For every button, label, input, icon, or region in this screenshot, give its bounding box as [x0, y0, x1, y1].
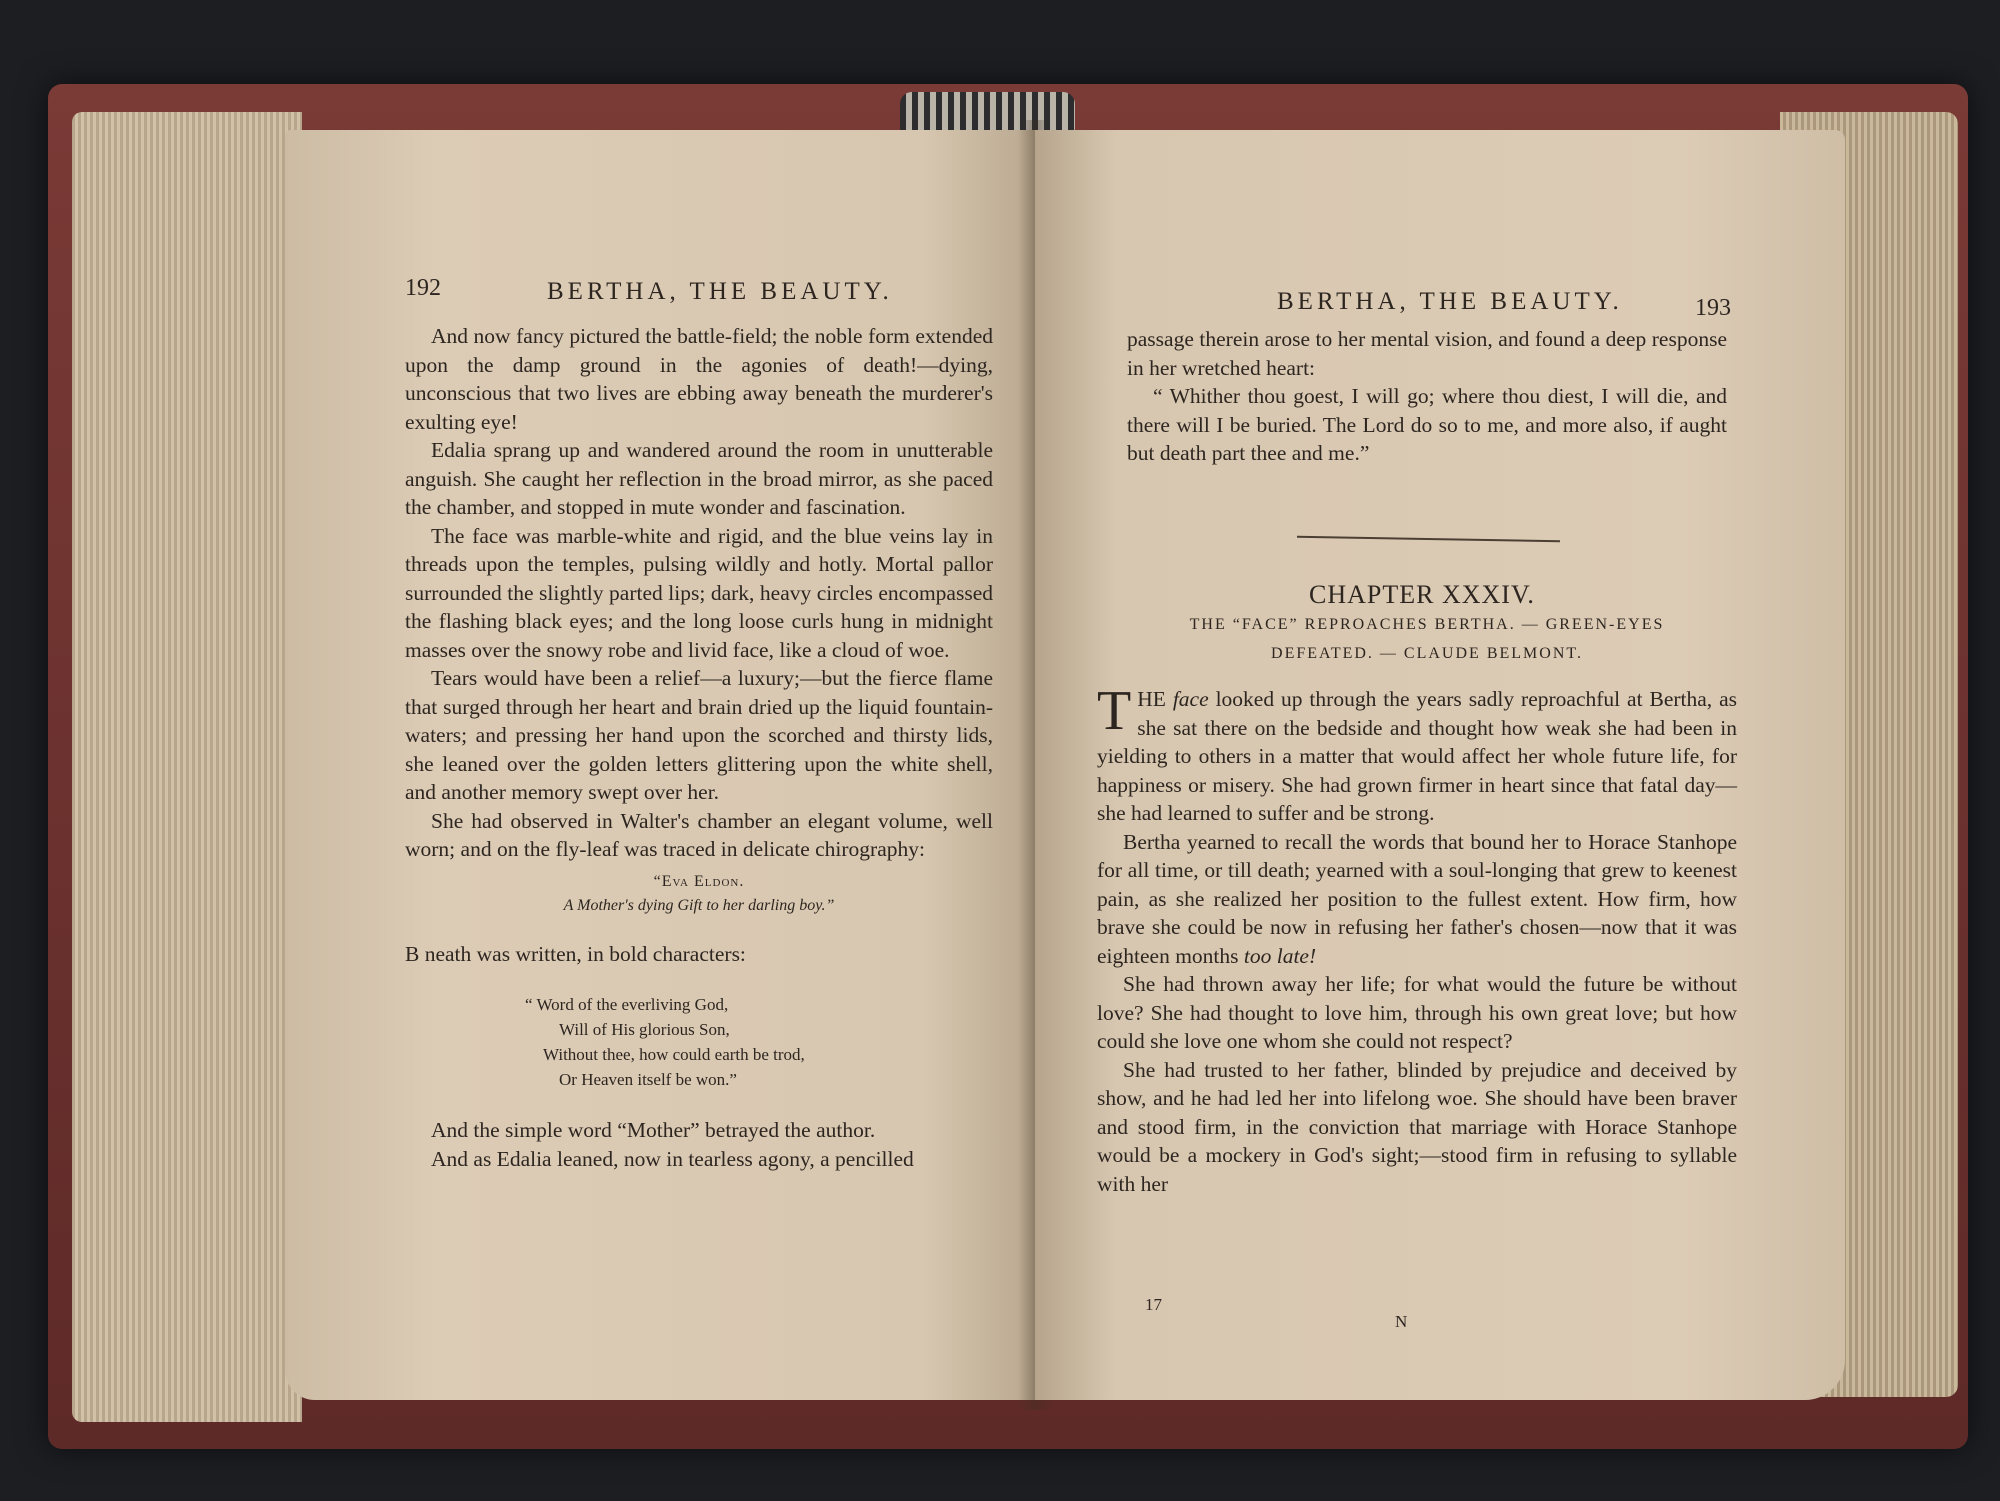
beneath-line: B neath was written, in bold characters:	[405, 941, 746, 966]
page-number-right: 193	[1695, 295, 1731, 321]
right-page-opening	[1127, 325, 1727, 468]
poem-line: “ Word of the everliving God,	[525, 995, 729, 1014]
right-page	[1035, 130, 1845, 1400]
left-page	[285, 130, 1035, 1400]
left-page-text	[405, 322, 993, 1173]
face-word: face	[1172, 687, 1209, 711]
right-page-text	[1097, 680, 1738, 1198]
subtitle-line: DEFEATED. — CLAUDE BELMONT.	[1271, 645, 1583, 662]
running-head-right: BERTHA, THE BEAUTY.	[1277, 288, 1623, 315]
poem	[525, 992, 993, 1092]
page-number-left: 192	[405, 275, 441, 301]
chapter-subtitle	[1097, 610, 1757, 668]
poem-line: Without thee, how could earth be trod,	[543, 1045, 805, 1064]
drop-cap: T	[1097, 680, 1132, 742]
subtitle-line: THE “FACE” REPROACHES BERTHA. — GREEN-EYES	[1189, 616, 1665, 633]
para-rest: looked up through the years sadly reproachful at Bertha, as she sat there on the bedside and thought how weak she had been in yielding to others in a matter that would affect her whole future life, for happiness or misery. She had grown firmer in heart since that fatal day—she had learned to suffer and be strong.	[1097, 687, 1738, 825]
para-main: Bertha yearned to recall the words that bound her to Horace Stanhope for all time, or till death; yearned with a soul-longing that grew to keenest pain, as she realized her position to the fullest extent. How firm, how brave she could be now in refusing her father's chosen—now that it was eighteen months	[1097, 829, 1737, 968]
poem-line: Or Heaven itself be won.”	[559, 1070, 737, 1089]
paragraph: And now fancy pictured the battle-field; the noble form extended upon the damp ground in the agonies of death!—dying, unconscious that two lives are ebbing away beneath the murderer's exulting eye!	[405, 324, 993, 434]
poem-line: Will of His glorious Son,	[559, 1020, 730, 1039]
paragraph: The face was marble-white and rigid, and the blue veins lay in threads upon the temples, pulsing wildly and hotly. Mortal pallor surrounded the slightly parted lips; dark, heavy circles encompassed the flashing black eyes; and the long loose curls hung in midnight masses over the snowy robe and livid face, like a cloud of woe.	[405, 523, 993, 662]
paragraph: Tears would have been a relief—a luxury;—but the fierce flame that surged through her heart and brain dried up the liquid fountain-waters; and pressing her hand upon the scorched and thirsty lids, she leaned over the golden letters glittering upon the white shell, and another memory swept over her.	[405, 666, 993, 804]
inscription-text: A Mother's dying Gift to her darling boy.”	[563, 896, 835, 914]
paragraph: She had trusted to her father, blinded by prejudice and deceived by show, and he had led her into lifelong woe. She should have been braver and stood firm, in the conviction that marriage with Horace Stanhope would be a mockery in God's sight;—stood firm in refusing to syllable with her	[1097, 1057, 1737, 1196]
paragraph: passage therein arose to her mental vision, and found a deep response in her wretched heart:	[1127, 327, 1727, 380]
paragraph: Edalia sprang up and wandered around the room in unutterable anguish. She caught her reflection in the broad mirror, as she paced the chamber, and stopped in mute wonder and fascination.	[405, 438, 993, 519]
signature-number: 17	[1145, 1295, 1162, 1314]
paragraph: She had thrown away her life; for what would the future be without love? She had thought to love him, through his own great love; but how could she love one whom she could not respect?	[1097, 972, 1737, 1053]
inscription	[405, 870, 993, 918]
signature-letter: N	[1395, 1312, 1408, 1331]
chapter-title: CHAPTER XXXIV.	[1309, 580, 1535, 609]
paragraph	[1097, 680, 1738, 828]
inscription-name: “Eva Eldon.	[653, 872, 745, 890]
quote: “ Whither thou goest, I will go; where thou diest, I will die, and there will I be buried. The Lord do so to me, and more also, if aught but death part thee and me.”	[1127, 384, 1727, 465]
para-start: HE	[1137, 687, 1166, 711]
paragraph: And as Edalia leaned, now in tearless agony, a pencilled	[431, 1146, 914, 1171]
paragraph: And the simple word “Mother” betrayed the author.	[431, 1118, 876, 1142]
italic-phrase: too late!	[1243, 943, 1317, 968]
paragraph	[1097, 828, 1737, 971]
paragraph: She had observed in Walter's chamber an elegant volume, well worn; and on the fly-leaf was traced in delicate chirography:	[405, 808, 993, 861]
running-head-left: BERTHA, THE BEAUTY.	[547, 278, 893, 305]
page-edges-left	[72, 112, 302, 1422]
